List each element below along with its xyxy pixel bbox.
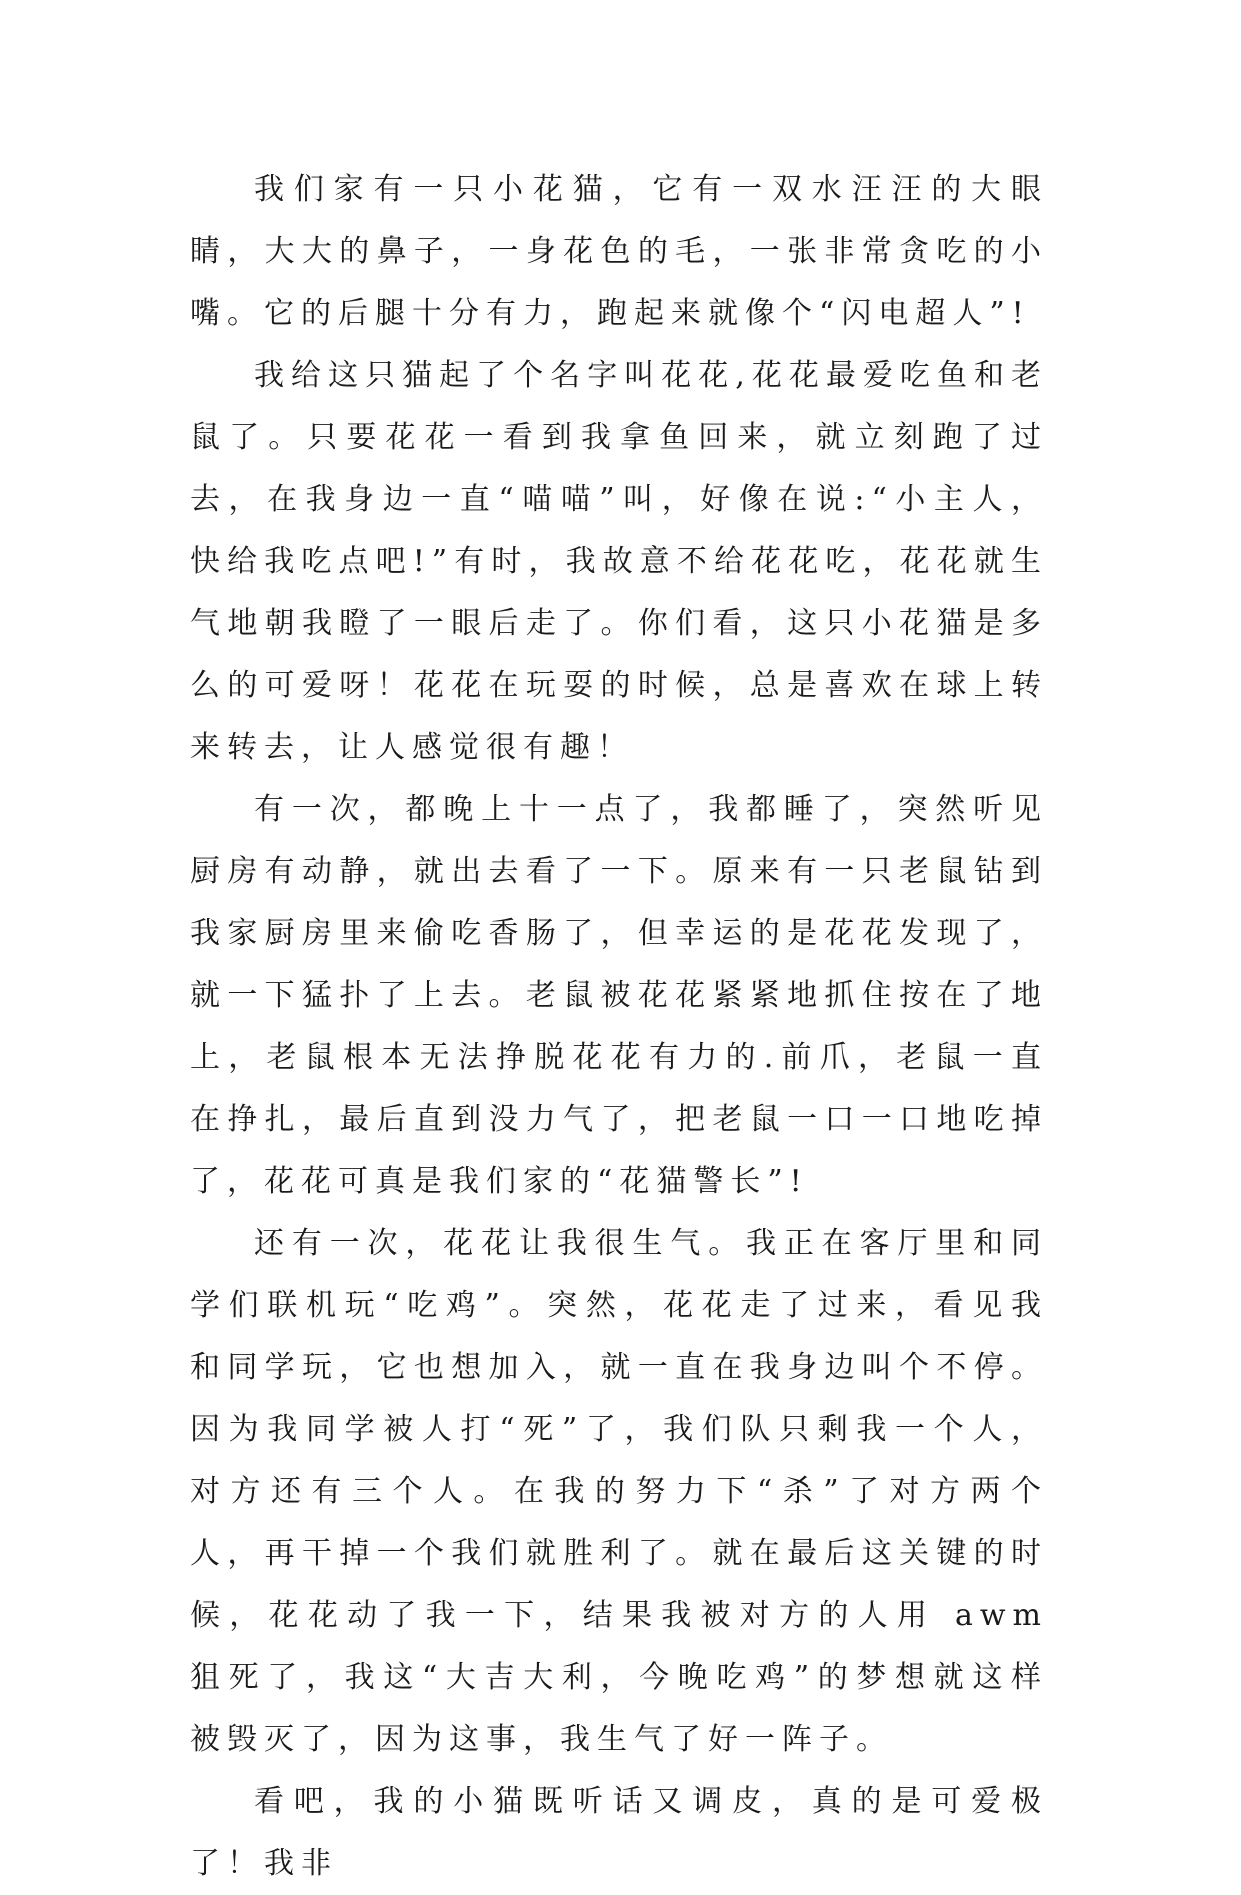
paragraph-cat-name-and-habits: 我给这只猫起了个名字叫花花,花花最爱吃鱼和老鼠了。只要花花一看到我拿鱼回来，就立刻跑了过去，在我身边一直“喵喵”叫，好像在说:“小主人，快给我吃点吧!”有时，我故意不给花花吃，花花就生气地朝我瞪了一眼后走了。你们看，这只小花猫是多么的可爱呀！花花在玩耍的时候，总是喜欢在球上转来转去，让人感觉很有趣！	[190, 358, 1048, 765]
document-page	[190, 159, 1048, 1895]
paragraph-game-story: 还有一次，花花让我很生气。我正在客厅里和同学们联机玩“吃鸡”。突然，花花走了过来，看见我和同学玩，它也想加入，就一直在我身边叫个不停。因为我同学被人打“死”了，我们队只剩我一个人，对方还有三个人。在我的努力下“杀”了对方两个人，再干掉一个我们就胜利了。就在最后这关键的时候，花花动了我一下，结果我被对方的人用 awm 狙死了，我这“大吉大利，今晚吃鸡”的梦想就这样被毁灭了，因为这事，我生气了好一阵子。	[190, 1226, 1048, 1757]
paragraph-mouse-story: 有一次，都晚上十一点了，我都睡了，突然听见厨房有动静，就出去看了一下。原来有一只老鼠钻到我家厨房里来偷吃香肠了，但幸运的是花花发现了，就一下猛扑了上去。老鼠被花花紧紧地抓住按在了地上，老鼠根本无法挣脱花花有力的.前爪，老鼠一直在挣扎，最后直到没力气了，把老鼠一口一口地吃掉了，花花可真是我们家的“花猫警长”!	[190, 792, 1048, 1199]
paragraph-conclusion: 看吧，我的小猫既听话又调皮，真的是可爱极了！我非	[190, 1784, 1048, 1881]
paragraph-cat-description: 我们家有一只小花猫，它有一双水汪汪的大眼睛，大大的鼻子，一身花色的毛，一张非常贪吃的小嘴。它的后腿十分有力，跑起来就像个“闪电超人”!	[190, 172, 1048, 331]
